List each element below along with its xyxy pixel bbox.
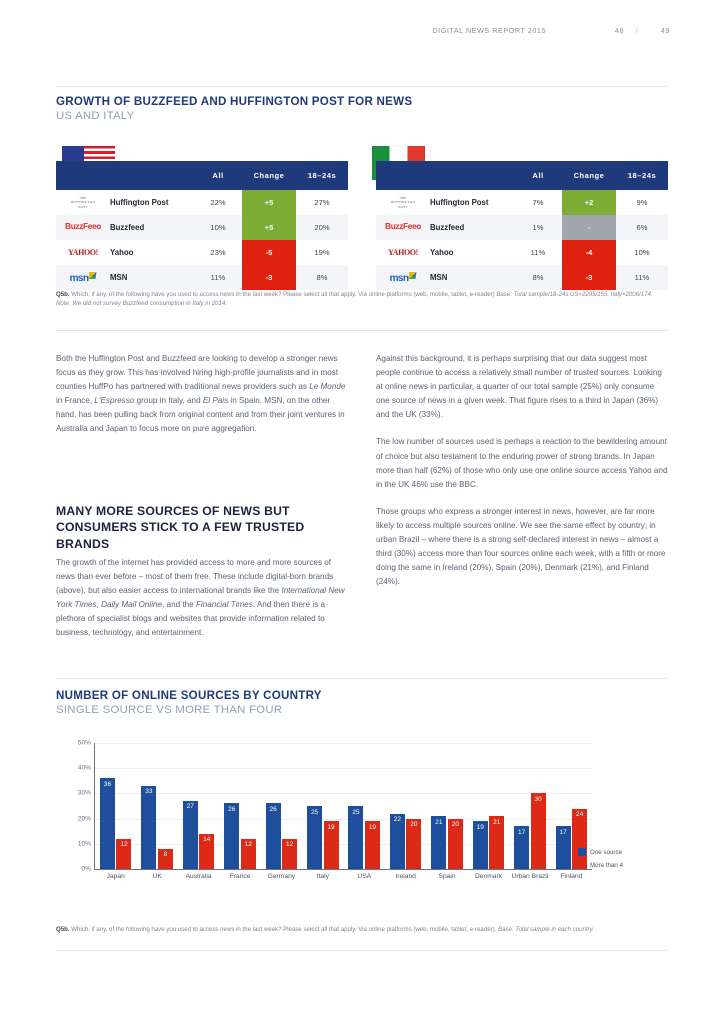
x-axis-tick-label: Italy	[316, 873, 329, 880]
col-18-24s: 18–24s	[307, 171, 337, 180]
value-all: 1%	[532, 223, 544, 232]
chart-bar[interactable]	[100, 778, 115, 869]
chart-bar-value: 19	[368, 823, 377, 831]
table-header-row	[376, 161, 668, 190]
value-change: -4	[562, 240, 616, 265]
value-change: +2	[562, 190, 616, 215]
value-18-24s: 27%	[314, 198, 330, 207]
chart-bar[interactable]	[224, 803, 239, 869]
chart-bar-value: 26	[228, 805, 236, 813]
chart-bar[interactable]	[183, 801, 198, 869]
divider-before-chart	[56, 678, 668, 679]
table-row	[56, 240, 348, 265]
footnote-chart	[56, 925, 668, 934]
chart-bar[interactable]	[390, 814, 405, 869]
brand-name: MSN	[110, 273, 128, 282]
chart-bar-value: 19	[327, 823, 335, 831]
chart-bar[interactable]	[556, 826, 571, 869]
value-all: 11%	[530, 248, 546, 257]
chart-bar-value: 30	[534, 795, 542, 803]
legend-swatch	[578, 848, 586, 856]
chart-bar-group	[426, 743, 467, 880]
col-18-24s: 18–24s	[627, 171, 657, 180]
italic-inyt: International New York Times	[56, 586, 345, 610]
section-heading-growth	[56, 95, 412, 123]
chart-bar-value: 19	[476, 823, 484, 831]
section-heading-sources	[56, 689, 322, 717]
brand-name: Huffington Post	[110, 198, 169, 207]
chart-bar-value: 22	[393, 816, 402, 824]
x-axis-tick-label: Ireland	[395, 873, 416, 880]
paragraph-right-1: Against this background, it is perhaps surprising that our data suggest most people continue to access a relatively small number of trusted sources. Looking at online news in particular, a quarter of our total sample (25%) only consume one source of news in a given week. That figure rises to a third in Japan (36%) and the UK (33%).	[376, 354, 662, 420]
x-axis-tick-label: USA	[357, 873, 372, 880]
table-row	[56, 190, 348, 215]
buzzfeed-logo: BuzzFeeo	[385, 222, 421, 232]
chart-bar-value: 20	[451, 821, 459, 829]
text-run: group in Italy, and	[134, 396, 203, 406]
x-axis-tick-label: Germany	[267, 873, 296, 880]
italic-lespresso: L'Espresso	[94, 396, 135, 406]
huffington-post-logo: THE HUFFINGTON POST	[390, 196, 416, 209]
value-18-24s: 9%	[636, 198, 648, 207]
chart-bar-group	[178, 743, 219, 880]
legend-label: More than 4	[590, 861, 624, 869]
buzzfeed-logo: BuzzFeeo	[65, 222, 101, 232]
paragraph-right-2: The low number of sources used is perhaps a reaction to the bewildering amount of choice but also testament to the enduring power of strong brands. In Japan more than half (62%) of those who only use one online source access Yahoo and in the UK 46% use the BBC.	[376, 437, 668, 489]
y-axis-tick-label: 10%	[77, 840, 91, 848]
chart-bar-value: 36	[103, 780, 112, 788]
table-row	[376, 190, 668, 215]
yahoo-logo: YAHOO!	[388, 247, 418, 257]
chart-bar[interactable]	[514, 826, 529, 869]
chart-bar-value: 8	[163, 851, 168, 859]
chart-bar[interactable]	[531, 793, 546, 869]
chart-bar-value: 21	[493, 818, 501, 826]
brand-name: Yahoo	[430, 248, 454, 257]
chart-bar-group	[302, 743, 343, 880]
text-run: Both the Huffington Post and Buzzfeed are looking to develop a stronger news focus as they grow. This has involved hiring high-profile journalists and in most counties HuffPo has partnered with traditional news providers such as	[56, 354, 339, 392]
y-axis-tick-label: 50%	[77, 739, 91, 747]
value-all: 8%	[532, 273, 544, 282]
chart-bar[interactable]	[365, 821, 380, 869]
value-change: -	[562, 215, 616, 240]
chart-bar[interactable]	[348, 806, 363, 869]
value-change: +5	[242, 190, 296, 215]
page-number-left: 48	[614, 26, 624, 35]
chart-bar[interactable]	[431, 816, 446, 869]
chart-bar[interactable]	[473, 821, 488, 869]
value-all: 10%	[210, 223, 226, 232]
col-change: Change	[573, 171, 605, 180]
chart-bar-group	[344, 743, 385, 880]
brand-name: Buzzfeed	[430, 223, 465, 232]
table-row	[376, 240, 668, 265]
chart-bar-value: 24	[575, 811, 584, 819]
chart-bar[interactable]	[448, 819, 463, 869]
value-all: 23%	[210, 248, 226, 257]
value-18-24s: 10%	[634, 248, 650, 257]
value-18-24s: 6%	[636, 223, 648, 232]
chart-bar-value: 25	[310, 808, 319, 816]
footnote-text: Which, if any, of the following have you used to access news in the last week? Please select all that apply. Via online platforms (web, mobile, tablet, e-reader).	[69, 926, 499, 933]
msn-logo: msn	[56, 272, 110, 284]
chart-bar-value: 33	[145, 788, 153, 796]
chart-bar-group	[261, 743, 302, 880]
chart-bar[interactable]	[266, 803, 281, 869]
brand-name: Yahoo	[110, 248, 134, 257]
chart-bar-value: 20	[410, 821, 418, 829]
x-axis-tick-label: Urban Brazil	[511, 873, 549, 880]
chart-bar-value: 14	[203, 836, 211, 844]
chart-bar[interactable]	[158, 849, 173, 869]
chart-bar-value: 17	[559, 828, 567, 836]
y-axis-tick-label: 0%	[81, 865, 91, 873]
x-axis-tick-label: Australia	[185, 873, 212, 880]
chart-bar[interactable]	[141, 786, 156, 869]
table-us	[56, 161, 348, 290]
divider-after-tables	[56, 330, 668, 331]
italic-el-pais: El Pais	[202, 396, 229, 406]
body-column-left-bottom	[56, 556, 348, 641]
value-all: 7%	[532, 198, 544, 207]
chart-bar-value: 17	[518, 828, 526, 836]
huffington-post-logo: THE HUFFINGTON POST	[70, 196, 96, 209]
x-axis-tick-label: Finland	[560, 873, 583, 880]
italic-ft: Financial Times	[195, 600, 253, 610]
italic-daily-mail: Daily Mail Online	[101, 600, 163, 610]
x-axis-tick-label: Spain	[438, 873, 456, 880]
y-axis-tick-label: 40%	[77, 764, 91, 772]
chart-bar[interactable]	[307, 806, 322, 869]
table-italy	[376, 161, 668, 290]
chart-bar-value: 12	[286, 841, 294, 849]
legend-item[interactable]	[578, 861, 623, 869]
text-run: in France,	[56, 396, 95, 406]
body-column-right	[376, 352, 668, 589]
legend-swatch	[578, 861, 586, 869]
footnote-base: Base: Total sample in each country.	[498, 926, 594, 933]
chart-legend	[578, 848, 623, 874]
divider-top	[56, 86, 668, 87]
text-run: , and the	[162, 600, 196, 610]
chart-bar-value: 25	[352, 808, 360, 816]
value-change: -5	[242, 240, 296, 265]
chart-bar-group	[219, 743, 260, 880]
chart-bar-value: 27	[186, 803, 194, 811]
brand-name: Buzzfeed	[110, 223, 145, 232]
text-run: ,	[96, 600, 102, 610]
running-header	[0, 26, 670, 35]
chart-bar[interactable]	[489, 816, 504, 869]
chart-bar[interactable]	[282, 839, 297, 869]
body-column-left-top	[56, 352, 348, 437]
x-axis-tick-label: UK	[152, 873, 162, 880]
chart-bar-groups	[95, 743, 592, 880]
table-row	[56, 215, 348, 240]
col-all: All	[212, 171, 224, 180]
x-axis-tick-label: Japan	[106, 873, 125, 880]
chart-bar-value: 12	[120, 841, 128, 849]
brand-name: MSN	[430, 273, 448, 282]
value-change: -3	[242, 265, 296, 290]
section-subtitle: US AND ITALY	[56, 110, 135, 122]
chart-title: NUMBER OF ONLINE SOURCES BY COUNTRY	[56, 689, 322, 702]
table-row	[376, 265, 668, 290]
chart-bar-group	[509, 743, 550, 880]
chart-bar-group	[385, 743, 426, 880]
value-18-24s: 20%	[314, 223, 330, 232]
chart-bar-group	[136, 743, 177, 880]
text-run: . And then there is a plethora of specialist blogs and websites that provide information related to business, technology, and entertainment.	[56, 600, 326, 638]
section-title: GROWTH OF BUZZFEED AND HUFFINGTON POST FOR NEWS	[56, 95, 413, 108]
divider-bottom	[56, 950, 668, 951]
col-all: All	[532, 171, 544, 180]
chart-subtitle: SINGLE SOURCE VS MORE THAN FOUR	[56, 704, 283, 716]
paragraph-left-2	[56, 556, 348, 641]
value-all: 22%	[210, 198, 226, 207]
footnote-code: Q5b.	[56, 926, 70, 933]
chart-plot-area	[77, 739, 592, 880]
footnote-base: Base: Total sample/18-24s US=2295/155, Italy=2006/174. Note: We did not survey Buzzfeed consumption in Italy in 2014.	[56, 291, 653, 308]
chart-bar[interactable]	[406, 819, 421, 869]
value-18-24s: 11%	[634, 273, 650, 282]
legend-item[interactable]	[578, 848, 623, 856]
value-change: -3	[562, 265, 616, 290]
bar-chart	[56, 735, 668, 890]
report-title: DIGITAL NEWS REPORT 2015	[432, 26, 546, 35]
chart-bar-value: 26	[269, 805, 277, 813]
footnote-code: Q5b.	[56, 291, 70, 298]
value-change: +5	[242, 215, 296, 240]
x-axis-tick-label: Denmark	[474, 873, 503, 880]
table-row	[56, 265, 348, 290]
paragraph-right-3: Those groups who express a stronger interest in news, however, are far more likely to access multiple sources online. We see the same effect by country; in urban Brazil – where there is a strong self-declared interest in news – almost a third (30%) access more than four sources online each week, with a fifth or more doing the same in Ireland (20%), Spain (20%), Denmark (21%), and Finland (24%).	[376, 506, 666, 587]
brand-name: Huffington Post	[430, 198, 489, 207]
x-axis-tick-label: France	[229, 873, 251, 880]
paragraph-left-1	[56, 352, 348, 437]
y-axis-tick-label: 30%	[77, 789, 91, 797]
yahoo-logo: YAHOO!	[68, 247, 98, 257]
legend-label: One source	[590, 848, 622, 856]
value-18-24s: 8%	[316, 273, 328, 282]
page-number-right: 49	[660, 26, 670, 35]
chart-bar-group	[468, 743, 509, 880]
article-heading-sources: MANY MORE SOURCES OF NEWS BUT CONSUMERS STICK TO A FEW TRUSTED BRANDS	[56, 504, 305, 551]
value-18-24s: 19%	[314, 248, 330, 257]
page-number-separator: /	[635, 26, 639, 35]
chart-bar[interactable]	[324, 821, 339, 869]
table-row	[376, 215, 668, 240]
col-change: Change	[253, 171, 285, 180]
chart-bar-value: 21	[435, 818, 443, 826]
italic-le-monde: Le Monde	[309, 382, 346, 392]
text-run: in Spain. MSN, on the other hand, has been pulling back from original content and from their joint ventures in Australia and Japan to focus more on pure aggregation.	[56, 396, 345, 434]
y-axis-tick-label: 20%	[77, 815, 91, 823]
text-run: The growth of the internet has provided access to more and more sources of news than ever before – most of them free. These include digital-born brands (above), but also easier access to international brands like the	[56, 558, 334, 596]
chart-bar-value: 12	[244, 841, 252, 849]
msn-logo: msn	[376, 272, 430, 284]
chart-bar[interactable]	[241, 839, 256, 869]
chart-bar[interactable]	[116, 839, 131, 869]
footnote-tables	[56, 290, 668, 309]
chart-bar[interactable]	[199, 834, 214, 869]
table-header-row	[56, 161, 348, 190]
value-all: 11%	[210, 273, 226, 282]
chart-bar-group	[95, 743, 136, 880]
footnote-text: Which, if any, of the following have you used to access news in the last week? Please select all that apply. Via online platforms (web, mobile, tablet, e-reader)	[69, 291, 497, 298]
